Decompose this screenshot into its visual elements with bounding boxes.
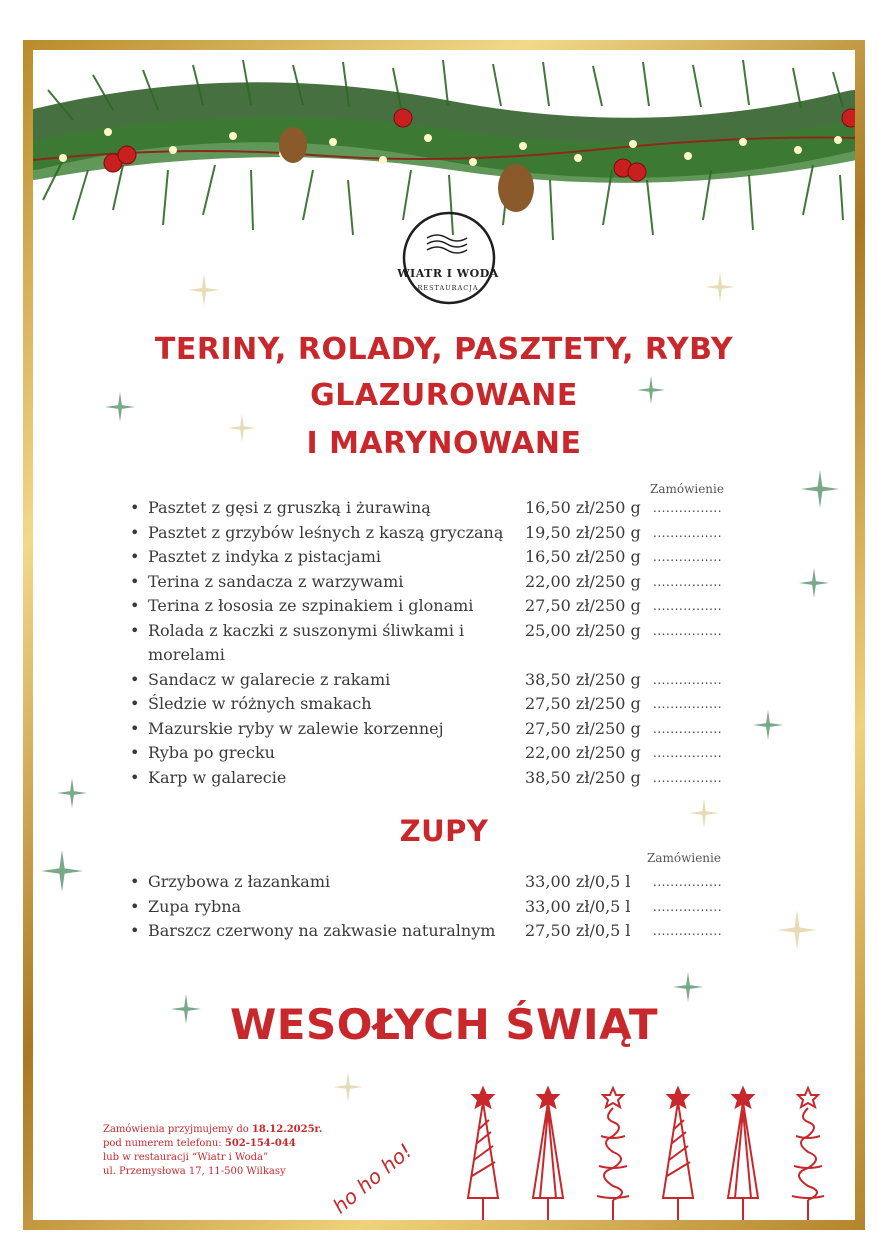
order-quantity-field[interactable]: ................ — [653, 550, 723, 564]
restaurant-logo — [393, 210, 503, 305]
footer-phone: 502-154-044 — [224, 1138, 296, 1149]
logo-brand-text: WIATR I WODA — [397, 267, 499, 280]
tree-icon — [597, 1088, 629, 1220]
menu-list-terrines — [128, 496, 748, 790]
menu-item — [128, 668, 748, 693]
menu-item-name: Mazurskie ryby w zalewie korzennej — [148, 718, 444, 738]
order-quantity-field[interactable]: ................ — [653, 924, 723, 938]
star-icon — [41, 850, 83, 892]
order-column-header-soups: Zamówienie — [647, 851, 721, 865]
logo-subtitle: RESTAURACJA — [417, 284, 479, 292]
gold-frame — [23, 40, 865, 1230]
greeting-title: WESOŁYCH ŚWIĄT — [229, 1000, 658, 1049]
menu-item — [128, 570, 748, 595]
order-quantity-field[interactable]: ................ — [653, 899, 723, 914]
menu-item-price: 22,00 zł/250 g — [525, 743, 641, 762]
section-title-line2: GLAZUROWANE — [310, 378, 578, 413]
menu-item — [128, 545, 748, 570]
footer-line2-text: pod numerem telefonu: — [103, 1138, 225, 1149]
menu-item-name: Terina z sandacza z warzywami — [148, 571, 404, 591]
menu-item — [128, 919, 748, 944]
menu-item — [128, 619, 748, 668]
menu-page — [33, 50, 855, 1220]
menu-item — [128, 594, 748, 619]
order-quantity-field[interactable]: ................ — [653, 599, 723, 613]
menu-item-price: 25,00 zł/250 g — [525, 620, 641, 640]
order-quantity-field[interactable]: ................ — [653, 875, 723, 889]
footer-line1-text: Zamówienia przyjmujemy do — [103, 1124, 252, 1135]
menu-item-name: Grzybowa z łazankami — [148, 872, 331, 891]
menu-item-price: 27,50 zł/250 g — [525, 596, 641, 615]
tree-icon — [468, 1088, 498, 1220]
tree-icon — [728, 1088, 758, 1220]
order-quantity-field[interactable]: ................ — [653, 697, 723, 711]
menu-item-name: Pasztet z grzybów leśnych z kaszą gryczaną — [148, 522, 504, 542]
star-icon — [753, 710, 783, 740]
star-icon — [673, 972, 703, 1002]
menu-item-name: Ryba po grecku — [148, 743, 275, 762]
tree-icon — [533, 1088, 563, 1220]
menu-item-price: 33,00 zł/0,5 l — [525, 872, 631, 891]
menu-item — [128, 521, 748, 546]
menu-item-name: Pasztet z gęsi z gruszką i żurawiną — [148, 498, 431, 517]
soups-title: ZUPY — [399, 814, 489, 848]
hoho-text: ho ho ho! — [328, 1138, 417, 1219]
menu-item-price: 27,50 zł/0,5 l — [525, 921, 631, 940]
order-quantity-field[interactable]: ................ — [653, 623, 723, 638]
footer-address: ul. Przemysłowa 17, 11-500 Wilkasy — [103, 1166, 286, 1177]
menu-item-price: 16,50 zł/250 g — [525, 498, 641, 517]
section-title-line1: TERINY, ROLADY, PASZTETY, RYBY — [154, 332, 734, 367]
footer-date: 18.12.2025r. — [251, 1124, 323, 1135]
menu-item-name: Sandacz w galarecie z rakami — [148, 669, 391, 689]
star-icon — [799, 568, 829, 598]
menu-item-price: 19,50 zł/250 g — [525, 522, 641, 542]
menu-item-price: 38,50 zł/250 g — [525, 669, 641, 689]
menu-item-name: Karp w galarecie — [148, 767, 287, 787]
order-info — [103, 1123, 322, 1179]
menu-item-name: Śledzie w różnych smakach — [148, 694, 372, 713]
order-quantity-field[interactable]: ................ — [653, 501, 723, 515]
menu-item — [128, 717, 748, 742]
order-quantity-field[interactable]: ................ — [653, 574, 723, 589]
menu-item — [128, 870, 748, 895]
order-quantity-field[interactable]: ................ — [653, 770, 723, 785]
menu-item-price: 38,50 zł/250 g — [525, 767, 641, 787]
menu-item-price: 33,00 zł/0,5 l — [525, 896, 631, 916]
menu-item-name: Terina z łososia ze szpinakiem i glonami — [148, 596, 474, 615]
order-quantity-field[interactable]: ................ — [653, 672, 723, 687]
menu-item-price: 16,50 zł/250 g — [525, 547, 641, 566]
menu-item-name: Barszcz czerwony na zakwasie naturalnym — [148, 921, 496, 940]
menu-item-name: Zupa rybna — [148, 896, 242, 916]
order-quantity-field[interactable]: ................ — [653, 746, 723, 760]
tree-icon — [792, 1088, 824, 1220]
menu-item-price: 27,50 zł/250 g — [525, 718, 641, 738]
tree-icon — [663, 1088, 693, 1220]
star-icon — [57, 778, 87, 808]
order-quantity-field[interactable]: ................ — [653, 721, 723, 736]
star-icon — [188, 274, 220, 306]
menu-item — [128, 496, 748, 521]
menu-item — [128, 766, 748, 791]
christmas-trees-illustration — [463, 1080, 833, 1220]
order-quantity-field[interactable]: ................ — [653, 525, 723, 540]
section-title-line3: I MARYNOWANE — [306, 426, 582, 461]
star-icon — [333, 1072, 363, 1102]
menu-item-name: Pasztet z indyka z pistacjami — [148, 547, 381, 566]
menu-item-name: Rolada z kaczki z suszonymi śliwkami i morelami — [148, 620, 465, 664]
star-icon — [801, 470, 839, 508]
menu-item — [128, 692, 748, 717]
menu-item-price: 22,00 zł/250 g — [525, 571, 641, 591]
menu-list-soups — [128, 870, 748, 944]
star-icon — [777, 910, 817, 950]
menu-item — [128, 741, 748, 766]
menu-item — [128, 895, 748, 920]
menu-item-price: 27,50 zł/250 g — [525, 694, 641, 713]
star-icon — [705, 272, 735, 302]
footer-line3: lub w restauracji “Wiatr i Woda” — [103, 1152, 269, 1163]
order-column-header: Zamówienie — [650, 482, 724, 496]
